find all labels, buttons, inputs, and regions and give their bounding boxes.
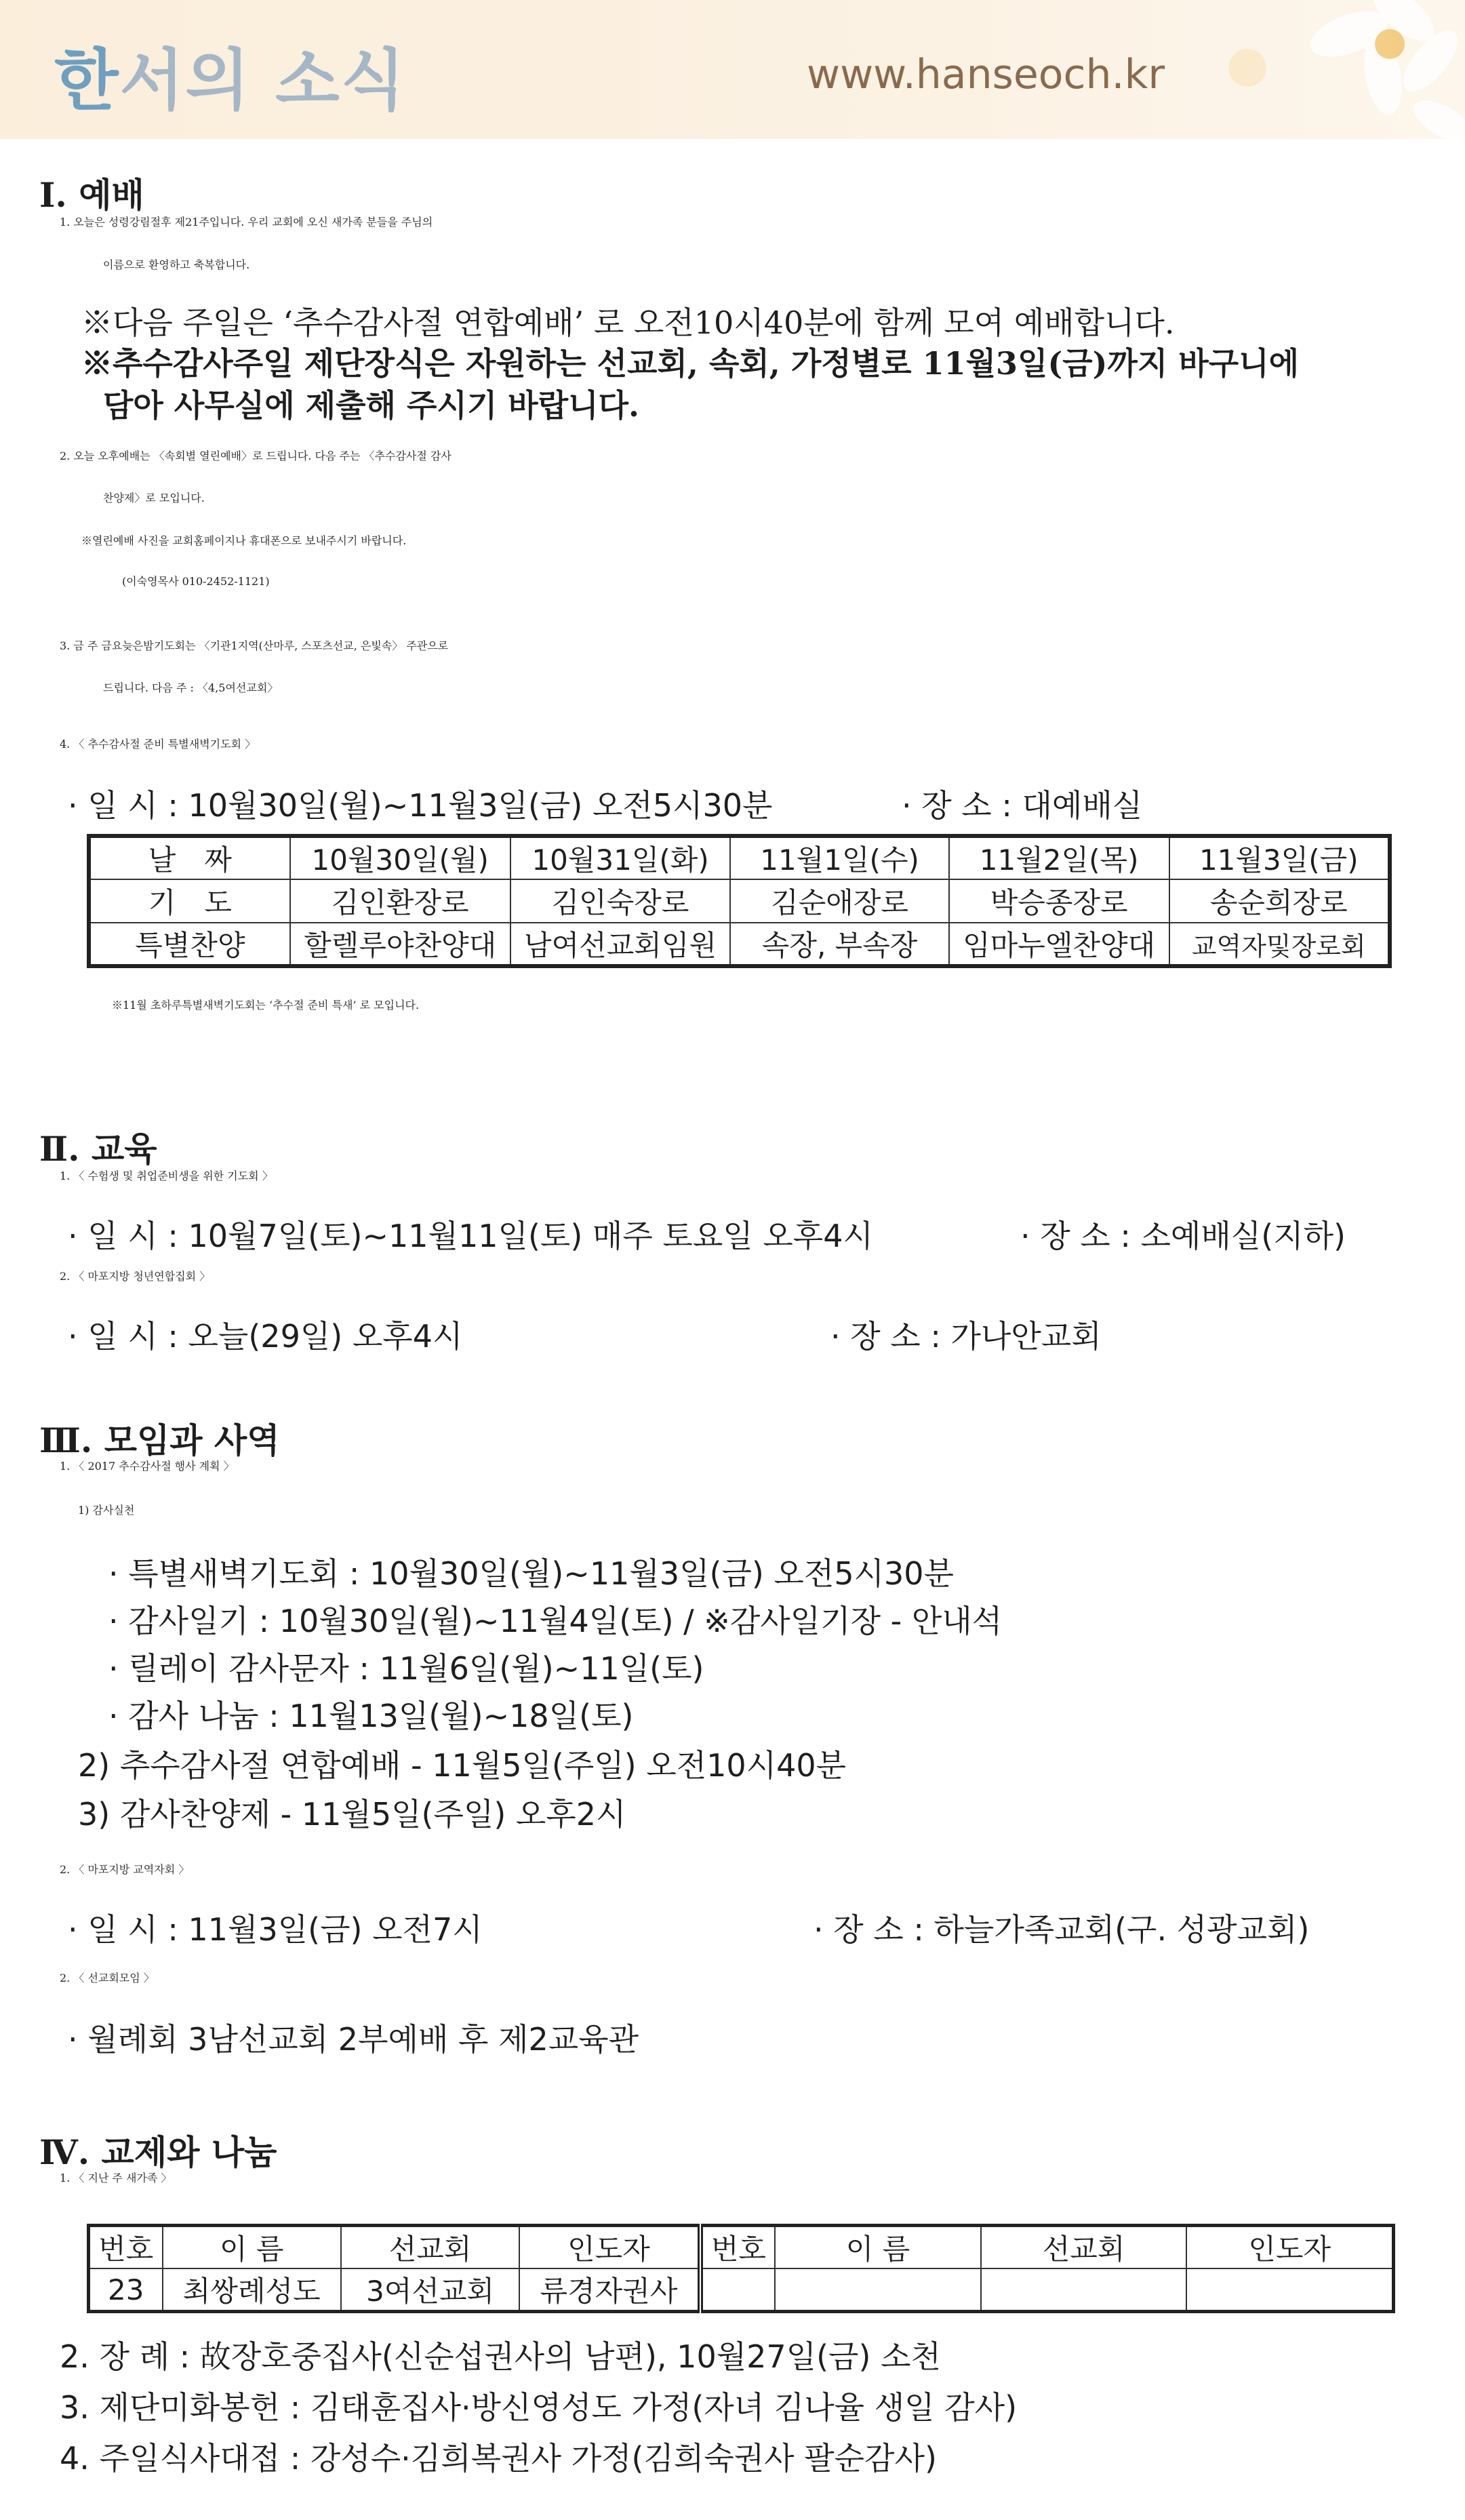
s1-item1-line2: 이름으로 환영하고 축복합니다. — [103, 258, 250, 271]
table-cell: 할렐루야찬양대 — [290, 923, 510, 966]
logo-first-char: 한 — [54, 42, 120, 119]
s1-item1-note3: 담아 사무실에 제출해 주시기 바랍니다. — [103, 387, 640, 424]
table-cell: 11월2일(목) — [949, 836, 1169, 879]
newsletter-logo — [54, 27, 406, 123]
s1-item4-title: 4. 〈 추수감사절 준비 특별새벽기도회 〉 — [60, 738, 256, 751]
s1-item1-note2: ※추수감사주일 제단장식은 자원하는 선교회, 속회, 가정별로 11월3일(금)까지 바구니에 — [81, 345, 1300, 382]
table-cell: 김순애장로 — [730, 879, 948, 923]
table-header-cell: 이 름 — [163, 2226, 341, 2269]
s3-item2-title: 2. 〈 마포지방 교역자회 〉 — [60, 1863, 190, 1876]
s3-bullet4: · 감사 나눔 : 11월13일(월)~18일(토) — [108, 1698, 634, 1734]
table-cell: 23 — [89, 2268, 163, 2312]
table-row — [89, 923, 1390, 966]
table-cell: 10월31일(화) — [510, 836, 731, 879]
s1-item2-line2: 찬양제〉로 모입니다. — [103, 492, 205, 504]
s3-item2-time: · 일 시 : 11월3일(금) 오전7시 — [68, 1911, 483, 1948]
table-row — [89, 836, 1390, 879]
s2-item1-title: 1. 〈 수험생 및 취업준비생을 위한 기도회 〉 — [60, 1169, 273, 1182]
table-cell: 속장, 부속장 — [730, 923, 948, 966]
table-cell: 3여선교회 — [341, 2268, 519, 2312]
table-cell — [1186, 2268, 1393, 2312]
table-row — [89, 879, 1390, 923]
s1-item3-line2: 드립니다. 다음 주 : 〈4,5여선교회〉 — [103, 681, 279, 694]
table-header-cell: 번호 — [700, 2226, 776, 2269]
table-cell: 송순희장로 — [1169, 879, 1390, 923]
s1-item4-place: · 장 소 : 대예배실 — [902, 787, 1143, 824]
s1-item2-note2: (이숙영목사 010-2452-1121) — [122, 575, 270, 588]
table-cell: 특별찬양 — [89, 923, 290, 966]
table-cell: 류경자권사 — [519, 2268, 700, 2312]
s3-item2-place: · 장 소 : 하늘가족교회(구. 성광교회) — [814, 1911, 1310, 1948]
table-cell: 10월30일(월) — [290, 836, 510, 879]
section-title-education: Ⅱ. 교육 — [39, 1129, 157, 1169]
s2-item1-place: · 장 소 : 소예배실(지하) — [1020, 1218, 1346, 1254]
table-header-cell: 인도자 — [1186, 2226, 1393, 2269]
s3-bullet2: · 감사일기 : 10월30일(월)~11월4일(토) / ※감사일기장 - 안내석 — [108, 1603, 1003, 1639]
s3-item1-title: 1. 〈 2017 추수감사절 행사 계획 〉 — [60, 1460, 235, 1473]
s1-item4-note: ※11월 초하루특별새벽기도회는 ‘추수절 준비 특새’ 로 모입니다. — [112, 999, 420, 1012]
table-cell: 11월3일(금) — [1169, 836, 1390, 879]
s2-item1-time: · 일 시 : 10월7일(토)~11월11일(토) 매주 토요일 오후4시 — [68, 1218, 873, 1254]
dawn-prayer-schedule-table — [87, 834, 1392, 968]
section-title-fellowship: Ⅳ. 교제와 나눔 — [39, 2132, 277, 2172]
table-cell: 임마누엘찬양대 — [949, 923, 1169, 966]
s3-item3-line1: · 월례회 3남선교회 2부예배 후 제2교육관 — [68, 2021, 639, 2058]
table-cell — [775, 2268, 981, 2312]
s4-item2: 2. 장 례 : 故장호중집사(신순섭권사의 남편), 10월27일(금) 소천 — [60, 2338, 941, 2375]
table-row — [89, 2268, 1394, 2312]
table-cell — [981, 2268, 1187, 2312]
table-header-row — [89, 2226, 1394, 2269]
new-family-table — [87, 2224, 1395, 2313]
table-cell: 11월1일(수) — [730, 836, 948, 879]
section-title-worship: Ⅰ. 예배 — [39, 175, 144, 215]
s2-item2-time: · 일 시 : 오늘(29일) 오후4시 — [68, 1318, 463, 1355]
website-url[interactable]: www.hanseoch.kr — [807, 51, 1165, 98]
table-cell: 기 도 — [89, 879, 290, 923]
s1-item1-line1: 1. 오늘은 성령강림절후 제21주입니다. 우리 교회에 오신 새가족 분들을 주님의 — [60, 216, 433, 228]
table-header-cell: 번호 — [89, 2226, 163, 2269]
table-cell: 최쌍례성도 — [163, 2268, 341, 2312]
s2-item2-place: · 장 소 : 가나안교회 — [830, 1318, 1102, 1355]
s1-item1-note1: ※다음 주일은 ‘추수감사절 연합예배’ 로 오전10시40분에 함께 모여 예배합니다. — [81, 304, 1175, 341]
table-cell: 박승종장로 — [949, 879, 1169, 923]
s3-bullet3: · 릴레이 감사문자 : 11월6일(월)~11일(토) — [108, 1650, 704, 1687]
s3-sub2: 2) 추수감사절 연합예배 - 11월5일(주일) 오전10시40분 — [78, 1747, 847, 1784]
s3-item3-title: 2. 〈 선교회모임 〉 — [60, 1972, 155, 1984]
s2-item2-title: 2. 〈 마포지방 청년연합집회 〉 — [60, 1270, 211, 1283]
table-header-cell: 인도자 — [519, 2226, 700, 2269]
table-header-cell: 이 름 — [775, 2226, 981, 2269]
table-cell: 날 짜 — [89, 836, 290, 879]
s4-item1-title: 1. 〈 지난 주 새가족 〉 — [60, 2172, 172, 2184]
s4-item3: 3. 제단미화봉헌 : 김태훈집사·방신영성도 가정(자녀 김나율 생일 감사) — [60, 2389, 1018, 2426]
s3-sub1: 1) 감사실천 — [78, 1504, 135, 1517]
s4-item4: 4. 주일식사대접 : 강성수·김희복권사 가정(김희숙권사 팔순감사) — [60, 2440, 937, 2477]
table-header-cell: 선교회 — [341, 2226, 519, 2269]
logo-rest: 서의 소식 — [119, 42, 407, 119]
table-cell: 남여선교회임원 — [510, 923, 731, 966]
table-header-cell: 선교회 — [981, 2226, 1187, 2269]
table-cell: 김인환장로 — [290, 879, 510, 923]
s1-item2-line1: 2. 오늘 오후예배는 〈속회별 열린예배〉로 드립니다. 다음 주는 〈추수감사절 감사 — [60, 449, 451, 462]
s3-sub3: 3) 감사찬양제 - 11월5일(주일) 오후2시 — [78, 1796, 626, 1833]
header-banner — [0, 0, 1465, 139]
flower-decoration — [1200, 0, 1465, 149]
s1-item3-line1: 3. 금 주 금요늦은밤기도회는 〈기관1지역(산마루, 스포츠선교, 은빛속〉 주관으로 — [60, 639, 449, 652]
section-title-gatherings: Ⅲ. 모임과 사역 — [39, 1420, 280, 1460]
s3-bullet1: · 특별새벽기도회 : 10월30일(월)~11월3일(금) 오전5시30분 — [108, 1555, 955, 1592]
table-cell — [700, 2268, 776, 2312]
s1-item4-time: · 일 시 : 10월30일(월)~11월3일(금) 오전5시30분 — [68, 787, 773, 824]
table-cell: 교역자및장로회 — [1169, 923, 1390, 966]
s1-item2-note1: ※열린예배 사진을 교회홈페이지나 휴대폰으로 보내주시기 바랍니다. — [81, 534, 407, 547]
table-cell: 김인숙장로 — [510, 879, 731, 923]
